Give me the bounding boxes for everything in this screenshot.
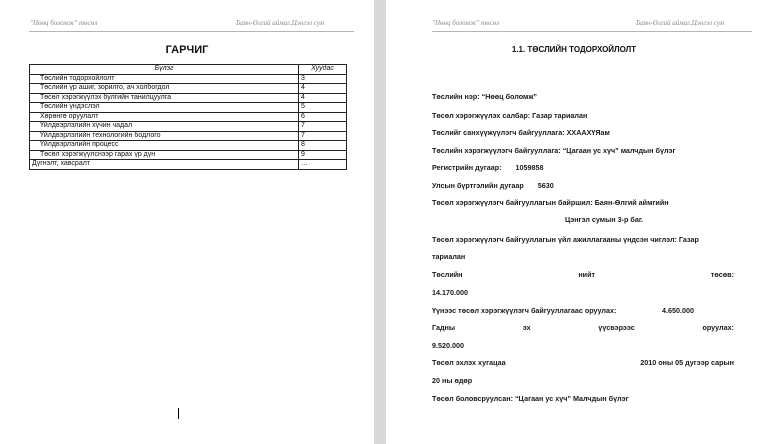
- toc-row-label: Үйлдвэрлэлийн хүчин чадал: [30, 122, 299, 132]
- location-line: Төсөл хэрэгжүүлэгч байгууллагын байршил: Баян-Өлгий аймгийн: [432, 198, 669, 207]
- external-source-word-1: Гадны: [432, 323, 456, 332]
- toc-row-page: 9: [299, 150, 347, 160]
- toc-title: ГАРЧИГ: [165, 44, 209, 56]
- header-project-name: "Нөөц боломж" төсөл: [30, 19, 98, 27]
- header-project-name: "Нөөц боломж" төсөл: [432, 19, 500, 27]
- header-rule: [29, 31, 354, 32]
- state-registration-value: 5630: [537, 181, 554, 190]
- toc-row[interactable]: [30, 93, 347, 103]
- toc-row[interactable]: [30, 74, 347, 84]
- document-page-left: [0, 0, 374, 444]
- toc-row[interactable]: [30, 84, 347, 94]
- external-source-word-2: эх: [522, 323, 531, 332]
- total-budget-word-2: нийт: [578, 270, 596, 279]
- toc-row-label: Үйлдвэрлэлийн процесс: [30, 141, 299, 151]
- external-source-word-3: үүсвэрээс: [598, 323, 635, 332]
- toc-row-page: 5: [299, 103, 347, 113]
- toc-header-page: Хуудас: [299, 65, 347, 75]
- page-gap: [374, 0, 386, 444]
- toc-header-row: [30, 65, 347, 75]
- register-number-label: Регистрийн дугаар:: [432, 163, 502, 172]
- external-source-value: 9.520.000: [432, 341, 464, 350]
- toc-row-label: Төслийн тодорхойлолт: [30, 74, 299, 84]
- start-date-cont: 20 ны өдөр: [432, 376, 473, 385]
- external-source-line: [432, 323, 734, 332]
- toc-row-page: 3: [299, 74, 347, 84]
- toc-row[interactable]: [30, 141, 347, 151]
- toc-row-label: Үйлдвэрлэлийн технологийн бодлого: [30, 131, 299, 141]
- sector-line: Төсөл хэрэгжүүлэх салбар: Газар тариалан: [432, 111, 588, 120]
- toc-row[interactable]: [30, 131, 347, 141]
- toc-header-chapter: Бүлэг: [30, 65, 299, 75]
- total-budget-word-3: төсөв:: [710, 270, 734, 279]
- text-cursor: [178, 408, 179, 419]
- project-name-line: Төслийн нэр: “Нөөц боломж”: [432, 92, 538, 101]
- state-registration-label: Улсын бүртгэлийн дугаар: [432, 181, 524, 190]
- activity-line: Төсөл хэрэгжүүлэгч байгууллагын үйл ажиллагааны үндсэн чиглэл: Газар: [432, 235, 699, 244]
- start-date-line: [432, 358, 734, 367]
- toc-row[interactable]: [30, 150, 347, 160]
- toc-row-page: 4: [299, 84, 347, 94]
- state-registration-line: [432, 181, 734, 190]
- toc-table: [29, 64, 347, 170]
- own-contribution-value: 4.650.000: [662, 306, 694, 315]
- toc-row-page: 4: [299, 93, 347, 103]
- implementer-line: Төслийн хэрэгжүүлэгч байгууллага: “Цагаан ус хүч” малчдын бүлэг: [432, 146, 676, 155]
- section-title: 1.1. ТӨСЛИЙН ТОДОРХОЙЛОЛТ: [511, 45, 637, 54]
- activity-line-cont: тариалан: [432, 252, 466, 261]
- start-date-value: 2010 оны 05 дугээр сарын: [640, 358, 734, 367]
- header-location: Баян-Өлгий аймаг,Цэнгэл сум: [236, 19, 325, 27]
- start-date-label: Төсөл эхлэх хугацаа: [432, 358, 506, 367]
- external-source-word-4: оруулах:: [702, 323, 734, 332]
- header-location: Баян-Өлгий аймаг,Цэнгэл сум: [636, 19, 725, 27]
- toc-row-page: 7: [299, 122, 347, 132]
- funder-line: Төслийг санхүүжүүлэгч байгууллага: ХХААХҮЯам: [432, 128, 610, 137]
- prepared-by-line: Төсөл боловсруулсан: “Цагаан ус хүч” Малчдын бүлэг: [432, 394, 629, 403]
- toc-row-page: 6: [299, 112, 347, 122]
- toc-row-label: Төсөл хэрэгжүүлэх булгийн танилцуулга: [30, 93, 299, 103]
- toc-row-label: Төсөл хэрэгжүүлснээр гарах үр дүн: [30, 150, 299, 160]
- register-number-value: 1059858: [515, 163, 544, 172]
- register-number-line: [432, 163, 734, 172]
- header-rule: [432, 31, 752, 32]
- document-page-right: [386, 0, 762, 444]
- toc-row[interactable]: [30, 112, 347, 122]
- total-budget-line: [432, 270, 734, 279]
- toc-row[interactable]: [30, 160, 347, 170]
- total-budget-word-1: Төслийн: [432, 270, 463, 279]
- toc-row-label: Хөрөнгө оруулалт: [30, 112, 299, 122]
- toc-row-page: 7: [299, 131, 347, 141]
- toc-row-label: Төслийн үр ашиг, зорилго, ач холбогдол: [30, 84, 299, 94]
- toc-row[interactable]: [30, 122, 347, 132]
- toc-row-page: 8: [299, 141, 347, 151]
- own-contribution-label: Үүнээс төсөл хэрэгжүүлэгч байгууллагаас оруулах:: [432, 306, 617, 315]
- toc-row-label: Дүгнэлт, хавсралт: [30, 160, 299, 170]
- toc-row[interactable]: [30, 103, 347, 113]
- toc-row-page: …: [299, 160, 347, 170]
- own-contribution-line: [432, 306, 734, 315]
- total-budget-value: 14.170.000: [432, 288, 468, 297]
- toc-row-label: Төслийн үндэслэл: [30, 103, 299, 113]
- location-line-cont: Цэнгэл сумын 3-р баг.: [565, 215, 644, 224]
